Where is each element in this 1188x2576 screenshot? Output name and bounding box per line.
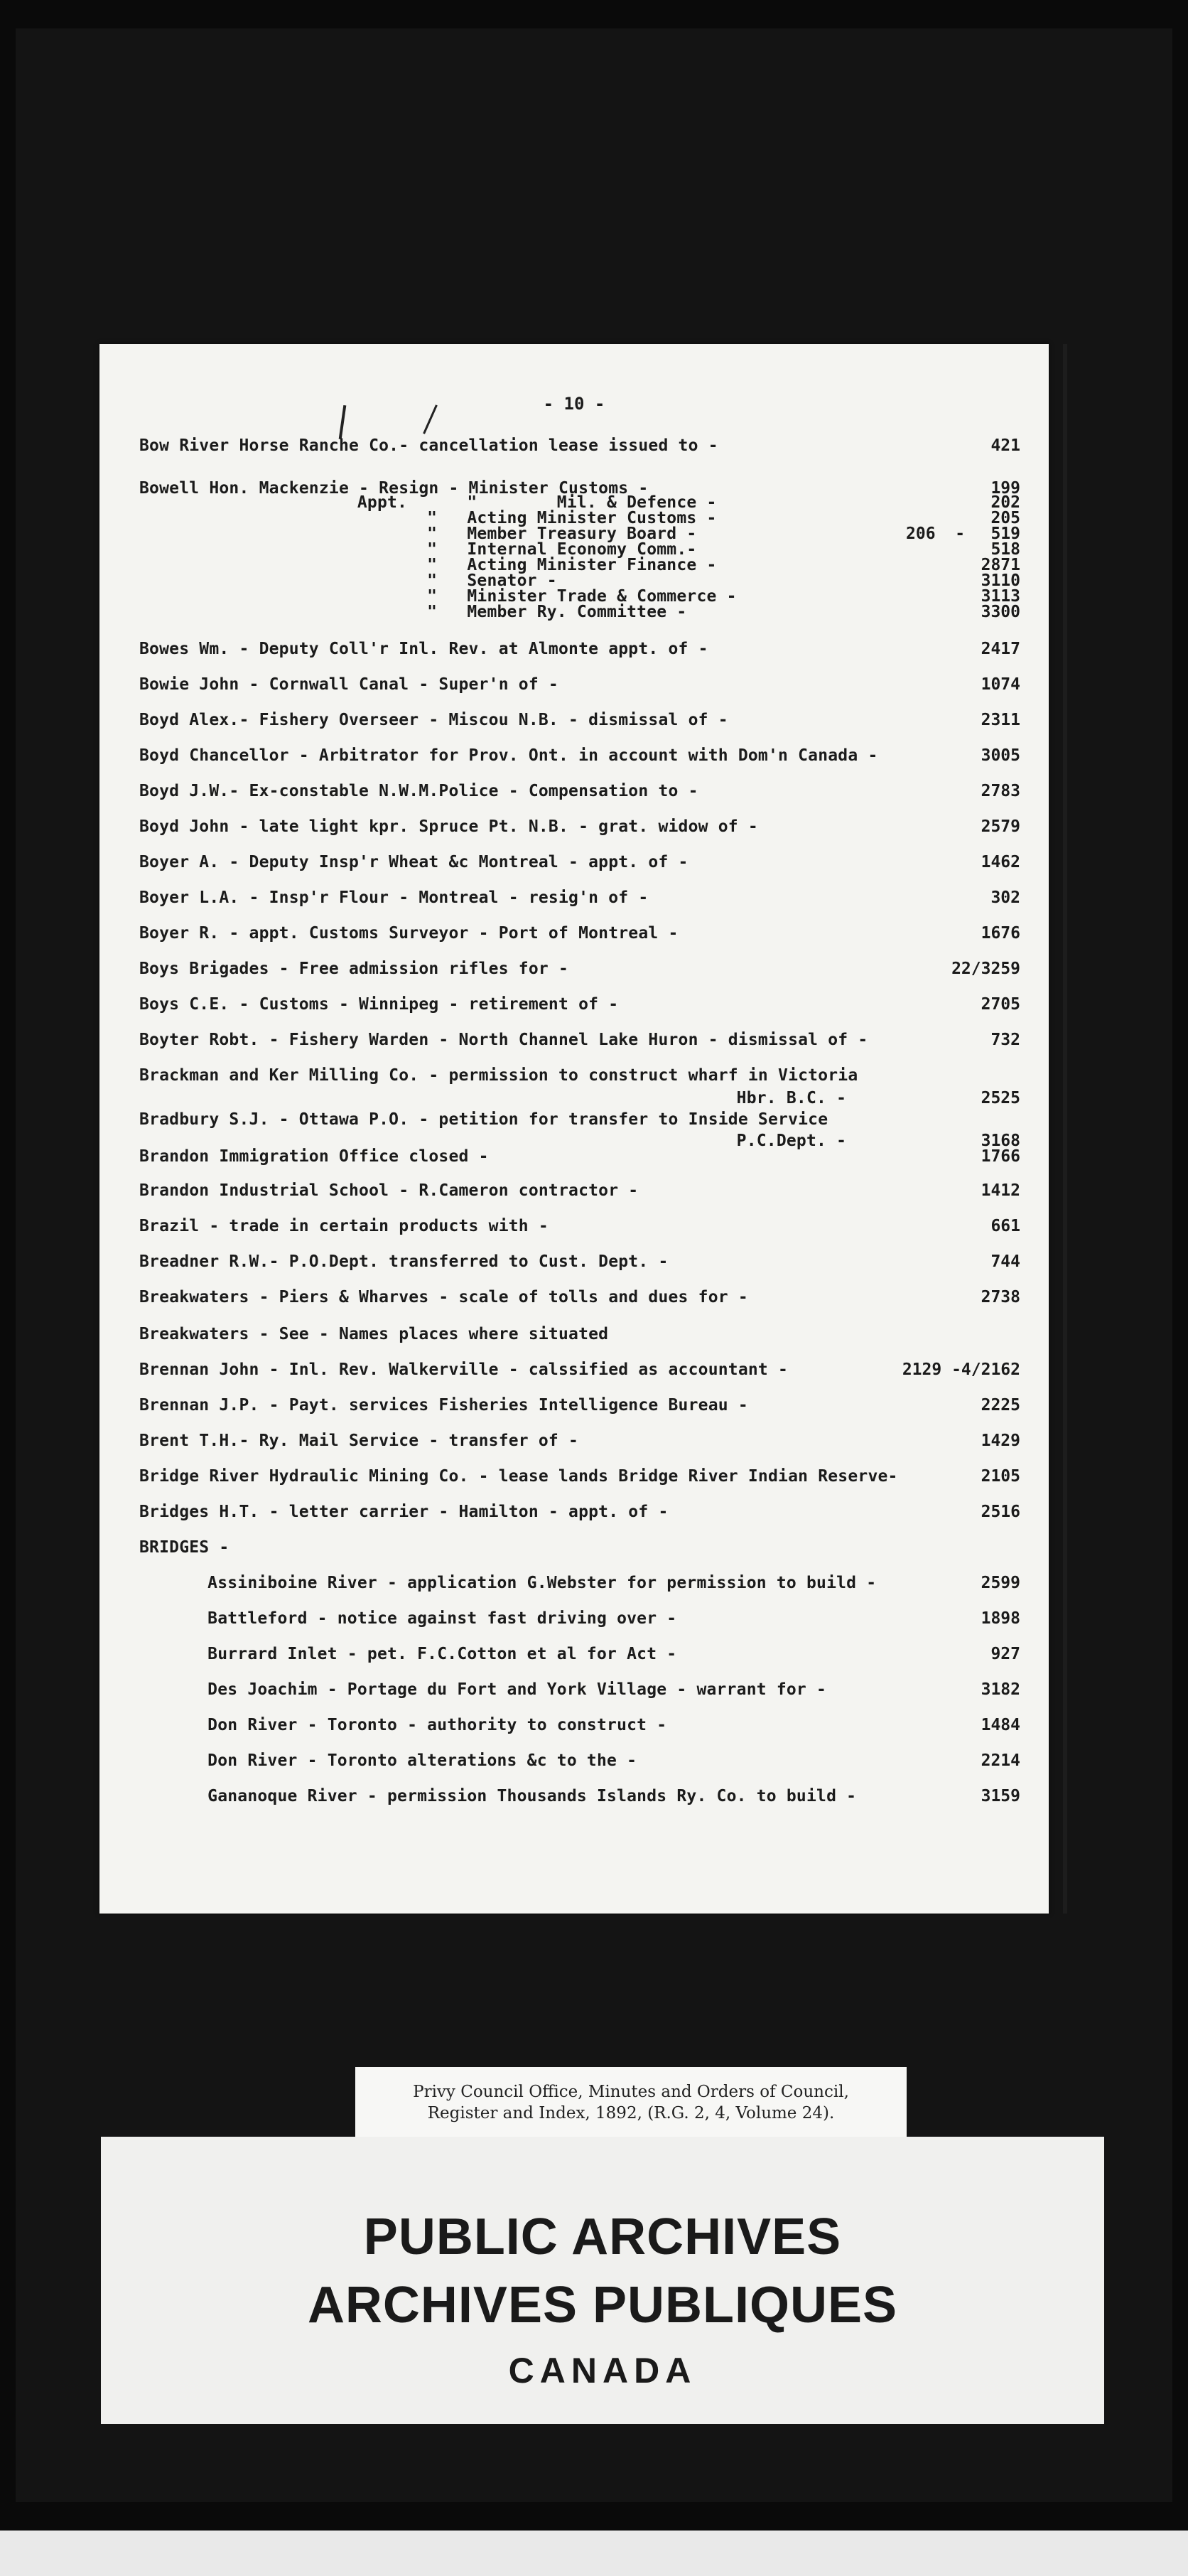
entry-text: Boyd Chancellor - Arbitrator for Prov. Ont. in account with Dom'n Canada - (139, 746, 878, 765)
index-entry (99, 1325, 1020, 1346)
entry-page-ref: 3168 (981, 1132, 1020, 1150)
entry-text: Bowie John - Cornwall Canal - Super'n of - (139, 675, 558, 694)
entry-page-ref: 1462 (981, 853, 1020, 871)
archive-country: CANADA (508, 2351, 697, 2390)
entry-text: Hbr. B.C. - (178, 1089, 847, 1107)
entry-text: Boyd John - late light kpr. Spruce Pt. N.B. - grat. widow of - (139, 817, 758, 836)
index-entry (99, 1066, 1020, 1088)
index-entry (99, 924, 1020, 945)
entry-text: Boyter Robt. - Fishery Warden - North Channel Lake Huron - dismissal of - (139, 1031, 868, 1049)
entry-page-ref: 518 (990, 540, 1020, 559)
entry-text: Bowes Wm. - Deputy Coll'r Inl. Rev. at Almonte appt. of - (139, 640, 708, 658)
entry-page-ref: 2525 (981, 1089, 1020, 1107)
entry-text: " Member Treasury Board - (178, 525, 697, 543)
entry-page-ref: 421 (990, 436, 1020, 455)
index-entry (99, 1538, 1020, 1560)
entry-text: Brazil - trade in certain products with - (139, 1217, 549, 1235)
entry-text: Battleford - notice against fast driving over - (178, 1609, 677, 1628)
entry-page-ref: 1412 (981, 1181, 1020, 1200)
index-entry (99, 817, 1020, 839)
entry-text: Des Joachim - Portage du Fort and York Village - warrant for - (178, 1680, 827, 1699)
entry-page-ref: 3182 (981, 1680, 1020, 1699)
index-entry (99, 1252, 1020, 1274)
entry-page-ref: 2738 (981, 1288, 1020, 1306)
entry-text: Boyer L.A. - Insp'r Flour - Montreal - resig'n of - (139, 889, 649, 907)
index-entry (99, 746, 1020, 768)
entry-text: " Senator - (178, 571, 557, 590)
entry-text: Gananoque River - permission Thousands Islands Ry. Co. to build - (178, 1787, 857, 1805)
entry-page-ref: 1429 (981, 1432, 1020, 1450)
entry-text: Brandon Immigration Office closed - (139, 1147, 489, 1166)
entry-page-ref: 1676 (981, 924, 1020, 943)
index-entry (99, 1503, 1020, 1524)
entry-page-ref: 3300 (981, 603, 1020, 621)
entry-text: Boyer A. - Deputy Insp'r Wheat &c Montreal - appt. of - (139, 853, 688, 871)
index-entry (99, 1396, 1020, 1417)
index-entry (99, 853, 1020, 874)
entry-text: Brennan J.P. - Payt. services Fisheries Intelligence Bureau - (139, 1396, 748, 1415)
entry-text: Brent T.H.- Ry. Mail Service - transfer of - (139, 1432, 579, 1450)
index-entry (99, 1288, 1020, 1309)
entry-text: Bowell Hon. Mackenzie - Resign - Minister Customs - (139, 479, 649, 498)
entry-text: " Internal Economy Comm.- (178, 540, 697, 559)
entry-text: Bradbury S.J. - Ottawa P.O. - petition for transfer to Inside Service (139, 1110, 828, 1129)
entry-text: P.C.Dept. - (178, 1132, 847, 1150)
index-entry (99, 1089, 1020, 1110)
citation-line-1: Privy Council Office, Minutes and Orders of Council, (413, 2083, 849, 2101)
page-number: - 10 - (543, 394, 605, 414)
entry-text: Boyd Alex.- Fishery Overseer - Miscou N.B. - dismissal of - (139, 711, 728, 729)
index-entry (99, 640, 1020, 661)
entry-page-ref: 199 (990, 479, 1020, 498)
index-entry (99, 782, 1020, 803)
entry-page-ref: 3110 (981, 571, 1020, 590)
archive-title-fr: ARCHIVES PUBLIQUES (307, 2277, 898, 2334)
citation-label (355, 2067, 907, 2137)
entry-page-ref: 2214 (981, 1751, 1020, 1770)
entry-page-ref: 2705 (981, 995, 1020, 1014)
index-entry (99, 1147, 1020, 1169)
entry-page-ref: 3005 (981, 746, 1020, 765)
index-entry (99, 889, 1020, 910)
index-entry (99, 995, 1020, 1016)
index-entry (99, 1787, 1020, 1808)
entry-page-ref: 732 (990, 1031, 1020, 1049)
entry-text: Boys Brigades - Free admission rifles for - (139, 960, 569, 978)
index-entry (99, 711, 1020, 732)
index-entry (99, 1609, 1020, 1631)
film-gap (1063, 344, 1067, 1914)
entry-text: Assiniboine River - application G.Webster for permission to build - (178, 1574, 877, 1592)
entry-page-ref: 1766 (981, 1147, 1020, 1166)
entry-text: Breakwaters - Piers & Wharves - scale of tolls and dues for - (139, 1288, 748, 1306)
entry-text: Don River - Toronto - authority to construct - (178, 1716, 667, 1734)
entry-text: Appt. " Mil. & Defence - (178, 493, 717, 512)
index-entry (99, 1467, 1020, 1488)
entry-page-ref: 205 (990, 509, 1020, 527)
entry-text: Bridges H.T. - letter carrier - Hamilton - appt. of - (139, 1503, 669, 1521)
entry-page-ref: 661 (990, 1217, 1020, 1235)
index-entry (99, 1031, 1020, 1052)
entry-page-ref: 2225 (981, 1396, 1020, 1415)
entry-page-ref: 2579 (981, 817, 1020, 836)
entry-page-ref: 2783 (981, 782, 1020, 800)
entry-page-ref: 2516 (981, 1503, 1020, 1521)
index-entry (99, 960, 1020, 981)
entry-text: Bridge River Hydraulic Mining Co. - lease lands Bridge River Indian Reserve- (139, 1467, 898, 1486)
index-entry (99, 1217, 1020, 1238)
entry-text: Boys C.E. - Customs - Winnipeg - retirement of - (139, 995, 619, 1014)
entry-page-ref: 1484 (981, 1716, 1020, 1734)
entry-text: BRIDGES - (139, 1538, 230, 1557)
entry-page-ref: 2417 (981, 640, 1020, 658)
entry-text: Brandon Industrial School - R.Cameron contractor - (139, 1181, 639, 1200)
entry-text: " Acting Minister Finance - (178, 556, 717, 574)
entry-page-ref: 2129 -4/2162 (902, 1361, 1020, 1379)
archive-title-en: PUBLIC ARCHIVES (363, 2209, 842, 2265)
document-page (99, 344, 1049, 1914)
entry-page-ref: 519 (990, 525, 1020, 543)
index-entry (99, 1361, 1020, 1382)
entry-text: Brackman and Ker Milling Co. - permission to construct wharf in Victoria (139, 1066, 858, 1085)
index-entry (99, 603, 1020, 624)
entry-page-ref: 3159 (981, 1787, 1020, 1805)
entry-text: " Minister Trade & Commerce - (178, 587, 737, 606)
entry-text: " Member Ry. Committee - (178, 603, 687, 621)
entry-text: Boyd J.W.- Ex-constable N.W.M.Police - Compensation to - (139, 782, 698, 800)
index-entry (99, 1181, 1020, 1203)
entry-text: Breakwaters - See - Names places where situated (139, 1325, 609, 1343)
entry-page-ref: 2871 (981, 556, 1020, 574)
entry-text: Boyer R. - appt. Customs Surveyor - Port of Montreal - (139, 924, 679, 943)
index-entry (99, 1645, 1020, 1666)
entry-text: " Acting Minister Customs - (178, 509, 717, 527)
index-entry (99, 1110, 1020, 1132)
entry-page-ref: 1074 (981, 675, 1020, 694)
index-entry (99, 675, 1020, 697)
index-entry (99, 1716, 1020, 1737)
entry-page-ref: 3113 (981, 587, 1020, 606)
entry-text: Brennan John - Inl. Rev. Walkerville - calssified as accountant - (139, 1361, 789, 1379)
entry-mid-number: 206 - (906, 525, 966, 543)
entry-page-ref: 2311 (981, 711, 1020, 729)
entry-page-ref: 1898 (981, 1609, 1020, 1628)
entry-text: Bow River Horse Ranche Co.- cancellation lease issued to - (139, 436, 718, 455)
entry-text: Breadner R.W.- P.O.Dept. transferred to Cust. Dept. - (139, 1252, 669, 1271)
entry-page-ref: 2105 (981, 1467, 1020, 1486)
index-entry (99, 1432, 1020, 1453)
index-entry (99, 436, 1020, 458)
archive-card (101, 2137, 1104, 2424)
entry-text: Burrard Inlet - pet. F.C.Cotton et al for Act - (178, 1645, 677, 1663)
entry-text: Don River - Toronto alterations &c to the - (178, 1751, 637, 1770)
entry-page-ref: 927 (990, 1645, 1020, 1663)
entry-page-ref: 202 (990, 493, 1020, 512)
index-entry (99, 1574, 1020, 1595)
entry-page-ref: 22/3259 (951, 960, 1020, 978)
entry-page-ref: 302 (990, 889, 1020, 907)
index-entry (99, 1751, 1020, 1773)
index-entry (99, 1680, 1020, 1702)
citation-line-2: Register and Index, 1892, (R.G. 2, 4, Volume 24). (427, 2104, 835, 2122)
entry-page-ref: 744 (990, 1252, 1020, 1271)
entry-page-ref: 2599 (981, 1574, 1020, 1592)
